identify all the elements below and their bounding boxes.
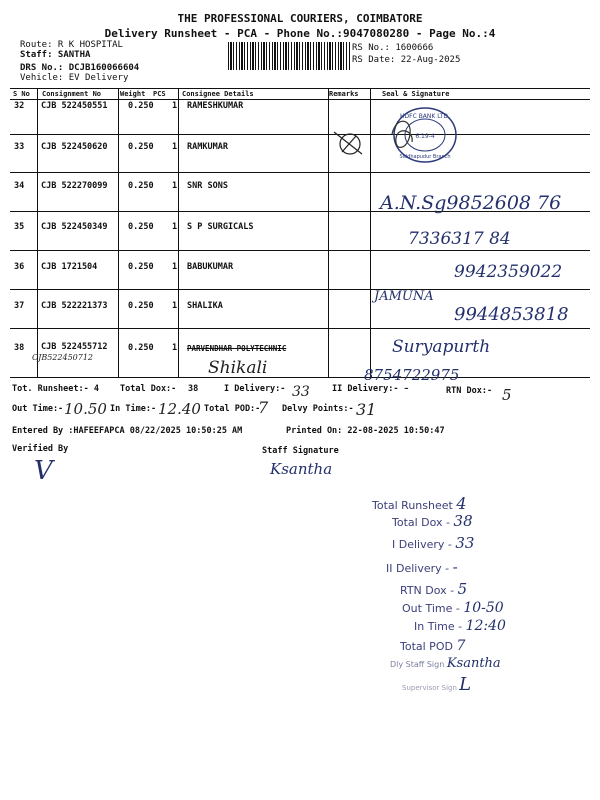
row-pcs: 1 bbox=[172, 262, 178, 272]
summary-line bbox=[386, 558, 458, 576]
row-sno: 34 bbox=[14, 181, 25, 191]
row-consignment: CJB 522450620 bbox=[41, 142, 108, 152]
row-weight: 0.250 bbox=[128, 301, 154, 311]
route-label: Route: R K HOSPITAL bbox=[20, 40, 123, 50]
summary-value: 5 bbox=[457, 580, 468, 598]
summary-line bbox=[372, 494, 467, 513]
col-pcs: PCS bbox=[153, 90, 166, 98]
entered-by: Entered By :HAFEEFAPCA 08/22/2025 10:50:25 AM bbox=[12, 426, 243, 436]
rs-number: RS No.: 1600666 bbox=[352, 43, 434, 53]
row-consignee: RAMKUMAR bbox=[187, 142, 228, 152]
handwritten-phone-row37: 9944853818 bbox=[454, 304, 569, 325]
handwritten-phone-row38: 8754722975 bbox=[364, 366, 460, 384]
total-dox-value: 38 bbox=[188, 384, 199, 394]
row-sno: 38 bbox=[14, 343, 25, 353]
summary-line bbox=[414, 618, 506, 634]
summary-value: Ksantha bbox=[446, 656, 501, 671]
drs-number: DRS No.: DCJB160066604 bbox=[20, 63, 140, 73]
col-divider bbox=[178, 89, 179, 377]
stamp-branch: Siddhapudur Branch bbox=[399, 154, 451, 160]
row-divider bbox=[10, 289, 590, 290]
row-divider bbox=[10, 134, 590, 135]
summary-label: Out Time - bbox=[402, 602, 460, 615]
row-consignee: SNR SONS bbox=[187, 181, 228, 191]
stamp-code: 6.19-4 bbox=[415, 133, 435, 140]
staff-signature: Ksantha bbox=[270, 460, 333, 478]
summary-line bbox=[402, 674, 471, 695]
summary-value: 4 bbox=[456, 494, 467, 513]
col-divider bbox=[328, 89, 329, 377]
summary-stamp bbox=[372, 490, 562, 695]
col-divider bbox=[370, 89, 371, 377]
row-consignee: RAMESHKUMAR bbox=[187, 101, 244, 111]
row-pcs: 1 bbox=[172, 301, 178, 311]
col-divider bbox=[37, 89, 38, 377]
in-time-value: 12.40 bbox=[158, 400, 201, 418]
handwritten-name-row37: JAMUNA bbox=[374, 289, 434, 304]
staff-signature-label: Staff Signature bbox=[262, 446, 339, 456]
summary-value: 7 bbox=[456, 638, 466, 654]
row-consignee: SHALIKA bbox=[187, 301, 223, 311]
row-divider bbox=[10, 328, 590, 329]
row-sno: 37 bbox=[14, 301, 25, 311]
header-rule bbox=[10, 99, 590, 100]
row-sno: 36 bbox=[14, 262, 25, 272]
col-remarks: Remarks bbox=[329, 90, 359, 98]
row-weight: 0.250 bbox=[128, 181, 154, 191]
row-divider bbox=[10, 250, 590, 251]
row-pcs: 1 bbox=[172, 101, 178, 111]
row-weight: 0.250 bbox=[128, 343, 154, 353]
ii-delivery-label: II Delivery:- bbox=[332, 384, 399, 394]
col-weight: Weight bbox=[120, 90, 146, 98]
summary-value: 38 bbox=[453, 512, 473, 530]
out-time-label: Out Time:- bbox=[12, 404, 64, 414]
summary-label: RTN Dox - bbox=[400, 584, 455, 597]
i-delivery-value: 33 bbox=[292, 384, 310, 400]
col-consignee: Consignee Details bbox=[182, 90, 254, 98]
row-consignment: CJB 522455712 bbox=[41, 342, 108, 352]
row-pcs: 1 bbox=[172, 343, 178, 353]
total-dox-label: Total Dox:- bbox=[120, 384, 177, 394]
stamp-bank-name: HDFC BANK LTD. bbox=[400, 113, 450, 120]
printed-on: Printed On: 22-08-2025 10:50:47 bbox=[286, 426, 445, 436]
rs-date: RS Date: 22-Aug-2025 bbox=[352, 55, 461, 65]
row-consignment: CJB 522270099 bbox=[41, 181, 108, 191]
summary-label: I Delivery - bbox=[392, 538, 452, 551]
company-title: THE PROFESSIONAL COURIERS, COIMBATORE bbox=[177, 12, 423, 25]
row-consignment: CJB 522450349 bbox=[41, 222, 108, 232]
route-info bbox=[20, 40, 139, 83]
row-weight: 0.250 bbox=[128, 222, 154, 232]
row-pcs: 1 bbox=[172, 142, 178, 152]
runsheet-subtitle: Delivery Runsheet - PCA - Phone No.:9047080280 - Page No.:4 bbox=[104, 27, 496, 40]
summary-label: Supervisor Sign bbox=[402, 684, 457, 692]
summary-line bbox=[400, 580, 467, 598]
handwritten-phone-row34: A.N.Sg9852608 76 bbox=[380, 192, 562, 214]
summary-line bbox=[390, 656, 501, 671]
i-delivery-label: I Delivery:- bbox=[224, 384, 286, 394]
seal-signature-scribble bbox=[388, 112, 418, 158]
row-consignment: CJB 522450551 bbox=[41, 101, 108, 111]
row-consignment: CJB 1721504 bbox=[41, 262, 98, 272]
in-time-label: In Time:- bbox=[110, 404, 157, 414]
row-weight: 0.250 bbox=[128, 142, 154, 152]
rtn-dox-value: 5 bbox=[502, 386, 512, 404]
handwritten-phone-row35: 7336317 84 bbox=[408, 229, 511, 249]
col-sno: S No bbox=[13, 90, 30, 98]
summary-label: Total POD bbox=[400, 640, 453, 653]
barcode bbox=[228, 42, 350, 70]
summary-value: L bbox=[459, 674, 472, 695]
row-divider bbox=[10, 172, 590, 173]
handwritten-sign-row38: Shikali bbox=[208, 358, 268, 378]
total-pod-label: Total POD:- bbox=[204, 404, 261, 414]
col-divider bbox=[118, 89, 119, 377]
handwritten-consignment-note: CJB522450712 bbox=[32, 353, 94, 362]
staff-label: Staff: SANTHA bbox=[20, 50, 91, 60]
vehicle-label: Vehicle: EV Delivery bbox=[20, 73, 129, 83]
summary-value: 12:40 bbox=[465, 618, 506, 634]
delvy-points-value: 31 bbox=[356, 400, 377, 419]
summary-line bbox=[392, 534, 474, 552]
summary-label: Dly Staff Sign bbox=[390, 660, 445, 669]
row-consignee: PARVENDHAR POLYTECHNIC bbox=[187, 344, 287, 353]
row-sno: 32 bbox=[14, 101, 25, 111]
total-pod-value: 7 bbox=[258, 398, 269, 417]
row-sno: 35 bbox=[14, 222, 25, 232]
summary-line bbox=[402, 600, 504, 616]
col-consignment: Consignment No bbox=[42, 90, 102, 98]
delvy-points-label: Delvy Points:- bbox=[282, 404, 354, 414]
rs-info bbox=[352, 42, 460, 66]
summary-label: II Delivery - bbox=[386, 562, 450, 575]
summary-line bbox=[400, 638, 465, 654]
ii-delivery-value: - bbox=[404, 380, 409, 396]
out-time-value: 10.50 bbox=[64, 400, 107, 418]
summary-value: - bbox=[452, 558, 458, 576]
handwritten-phone-row36: 9942359022 bbox=[454, 262, 563, 282]
row-consignee: BABUKUMAR bbox=[187, 262, 234, 272]
row-pcs: 1 bbox=[172, 222, 178, 232]
remark-scribble bbox=[332, 128, 370, 158]
row-consignee: S P SURGICALS bbox=[187, 222, 254, 232]
row-weight: 0.250 bbox=[128, 262, 154, 272]
summary-label: Total Dox - bbox=[392, 516, 451, 529]
row-pcs: 1 bbox=[172, 181, 178, 191]
summary-label: In Time - bbox=[414, 620, 463, 633]
summary-value: 10-50 bbox=[463, 600, 504, 616]
handwritten-name-row38: Suryapurth bbox=[392, 337, 491, 357]
tot-runsheet: Tot. Runsheet:- 4 bbox=[12, 384, 99, 394]
verified-mark: V bbox=[34, 456, 53, 486]
row-weight: 0.250 bbox=[128, 101, 154, 111]
verified-by-label: Verified By bbox=[12, 444, 69, 454]
rtn-dox-label: RTN Dox:- bbox=[446, 386, 493, 396]
row-sno: 33 bbox=[14, 142, 25, 152]
summary-value: 33 bbox=[455, 534, 475, 552]
summary-line bbox=[392, 512, 473, 530]
row-consignment: CJB 522221373 bbox=[41, 301, 108, 311]
col-seal: Seal & Signature bbox=[382, 90, 450, 98]
summary-label: Total Runsheet bbox=[372, 499, 453, 512]
